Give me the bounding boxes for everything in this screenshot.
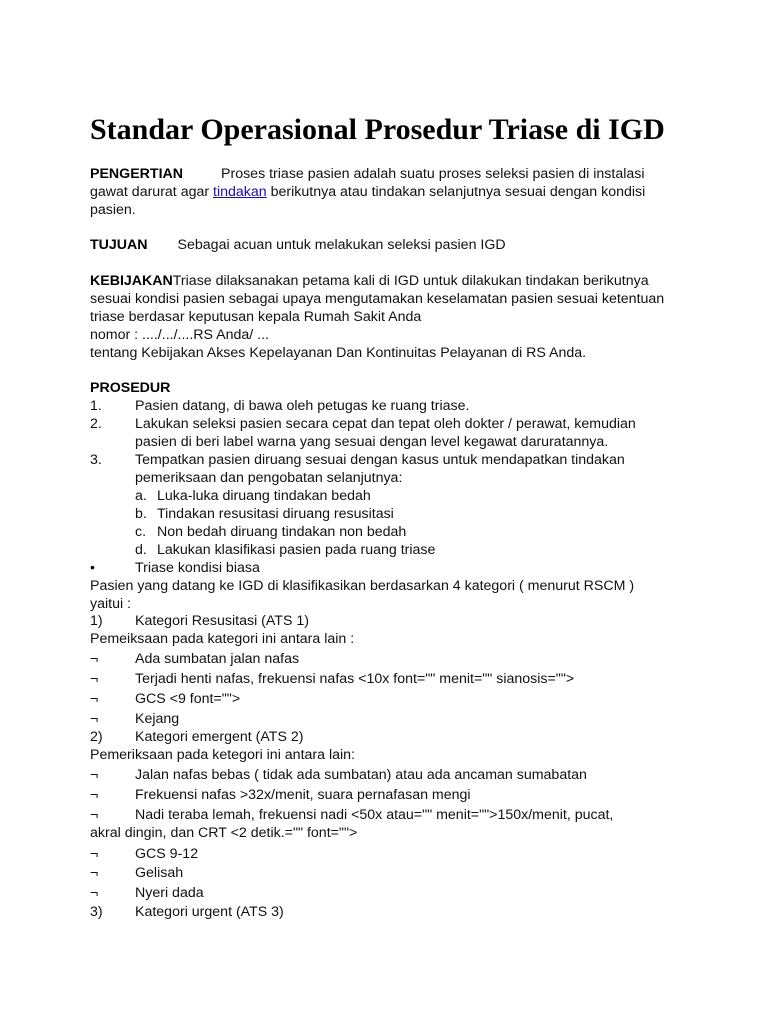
negation-icon: ¬ [90, 671, 99, 687]
kebijakan-label: KEBIJAKAN [90, 273, 173, 289]
sub-list-item: b. Tindakan resusitasi diruang resusitasi [135, 506, 394, 522]
negation-icon: ¬ [90, 787, 99, 803]
pengertian-label: PENGERTIAN [90, 166, 184, 182]
tujuan-text: Sebagai acuan untuk melakukan seleksi pasien IGD [177, 237, 506, 253]
list-item-cont: pasien di beri label warna yang sesuai dengan level kegawat daruratannya. [135, 434, 609, 450]
kategori-heading: 2) Kategori emergent (ATS 2) [90, 729, 304, 745]
kategori-pemeriksaan: Pemeriksaan pada ketegori ini antara lain: [90, 747, 355, 763]
tindakan-link[interactable]: tindakan [213, 184, 267, 200]
list-item: ¬ Nadi teraba lemah, frekuensi nadi <50x atau="" menit="">150x/menit, pucat, [90, 807, 614, 823]
sub-list-item: c. Non bedah diruang tindakan non bedah [135, 524, 407, 540]
list-item: ¬ Gelisah [90, 865, 184, 881]
sub-list-item: d. Lakukan klasifikasi pasien pada ruang triase [135, 542, 436, 558]
list-item: ¬ Kejang [90, 711, 180, 727]
kategori-pemeriksaan: Pemeiksaan pada kategori ini antara lain : [90, 631, 355, 647]
list-item: ¬ GCS 9-12 [90, 846, 199, 862]
list-item-cont: akral dingin, dan CRT <2 detik.="" font=""> [90, 825, 358, 841]
list-item-cont: pemeriksaan dan pengobatan selanjutnya: [135, 470, 403, 486]
page-title: Standar Operasional Prosedur Triase di IGD [90, 113, 665, 146]
negation-icon: ¬ [90, 846, 99, 862]
negation-icon: ¬ [90, 651, 99, 667]
list-item: ¬ Frekuensi nafas >32x/menit, suara pernafasan mengi [90, 787, 471, 803]
kebijakan-section [90, 272, 680, 326]
kebijakan-text: Triase dilaksanakan petama kali di IGD untuk dilakukan tindakan berikutnya sesuai kondisi pasien sebagai upaya mengutamakan keselamatan pasien sesuai ketentuan triase berdasar keputusan kepala Rumah Sakit Anda [90, 273, 665, 325]
negation-icon: ¬ [90, 767, 99, 783]
list-item: 3. Tempatkan pasien diruang sesuai dengan kasus untuk mendapatkan tindakan [90, 452, 625, 468]
pengertian-text-end: berikutnya atau tindakan selanjutnya sesuai dengan kondisi pasien. [90, 184, 646, 218]
pengertian-text: Proses triase pasien adalah suatu proses seleksi pasien di instalasi gawat darurat agar [90, 166, 645, 200]
negation-icon: ¬ [90, 865, 99, 881]
prosedur-label: PROSEDUR [90, 380, 171, 396]
list-item: ¬ GCS <9 font=""> [90, 691, 241, 707]
list-item: ¬ Terjadi henti nafas, frekuensi nafas <10x font="" menit="" sianosis=""> [90, 671, 575, 687]
bullet-icon: • [90, 560, 95, 576]
kebijakan-nomor: nomor : ..../.../....RS Anda/ ... [90, 327, 269, 343]
list-item: ¬ Nyeri dada [90, 885, 204, 901]
negation-icon: ¬ [90, 711, 99, 727]
tujuan-section [90, 236, 680, 254]
list-item: 1. Pasien datang, di bawa oleh petugas ke ruang triase. [90, 398, 470, 414]
tujuan-label: TUJUAN [90, 237, 148, 253]
sub-list-item: a. Luka-luka diruang tindakan bedah [135, 488, 371, 504]
kategori-intro: Pasien yang datang ke IGD di klasifikasikan berdasarkan 4 kategori ( menurut RSCM ) [90, 578, 635, 594]
kategori-heading: 3) Kategori urgent (ATS 3) [90, 904, 284, 920]
list-item: 2. Lakukan seleksi pasien secara cepat dan tepat oleh dokter / perawat, kemudian [90, 416, 636, 432]
kebijakan-tentang: tentang Kebijakan Akses Kepelayanan Dan Kontinuitas Pelayanan di RS Anda. [90, 345, 587, 361]
negation-icon: ¬ [90, 807, 99, 823]
negation-icon: ¬ [90, 885, 99, 901]
kategori-intro-cont: yaitui : [90, 596, 132, 612]
bullet-item: • Triase kondisi biasa [90, 560, 260, 576]
negation-icon: ¬ [90, 691, 99, 707]
list-item: ¬ Ada sumbatan jalan nafas [90, 651, 300, 667]
pengertian-section [90, 165, 680, 219]
kategori-heading: 1) Kategori Resusitasi (ATS 1) [90, 613, 309, 629]
list-item: ¬ Jalan nafas bebas ( tidak ada sumbatan) atau ada ancaman sumabatan [90, 767, 587, 783]
